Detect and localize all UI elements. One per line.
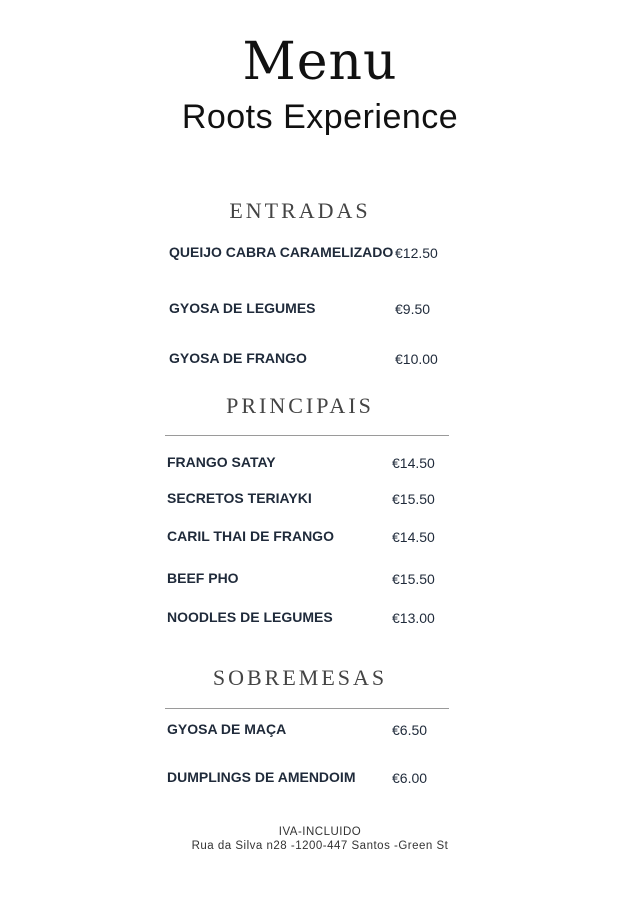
menu-item-name: GYOSA DE FRANGO [169, 350, 307, 366]
menu-item-name: BEEF PHO [167, 570, 239, 586]
menu-title: Menu [242, 32, 398, 92]
tax-note: IVA-INCLUIDO [278, 826, 362, 838]
menu-item-name: GYOSA DE MAÇA [167, 721, 287, 737]
section-title-principais: PRINCIPAIS [226, 393, 374, 418]
menu-item-price: €12.50 [395, 245, 438, 261]
menu-item-name: CARIL THAI DE FRANGO [167, 528, 334, 544]
menu-item-price: €15.50 [392, 491, 435, 507]
restaurant-name: Roots Experience [181, 98, 459, 136]
menu-item-price: €13.00 [392, 610, 435, 626]
menu-item-name: NOODLES DE LEGUMES [167, 609, 333, 625]
section-title-entradas: ENTRADAS [229, 198, 371, 223]
menu-item-price: €14.50 [392, 455, 435, 471]
menu-item-price: €9.50 [395, 301, 431, 317]
address: Rua da Silva n28 -1200-447 Santos -Green St [191, 840, 449, 852]
menu-item-price: €6.50 [392, 722, 428, 738]
menu-item-name: GYOSA DE LEGUMES [169, 300, 316, 316]
menu-item-name: SECRETOS TERIAYKI [167, 490, 312, 506]
menu-item-price: €15.50 [392, 571, 435, 587]
section-title-sobremesas: SOBREMESAS [212, 665, 388, 690]
menu-item-name: DUMPLINGS DE AMENDOIM [167, 769, 356, 785]
section-divider [165, 708, 449, 709]
menu-item-name: FRANGO SATAY [167, 454, 276, 470]
menu-item-price: €14.50 [392, 529, 435, 545]
menu-item-name: QUEIJO CABRA CARAMELIZADO [169, 244, 394, 260]
menu-item-price: €10.00 [395, 351, 438, 367]
section-divider [165, 435, 449, 436]
menu-item-price: €6.00 [392, 770, 428, 786]
